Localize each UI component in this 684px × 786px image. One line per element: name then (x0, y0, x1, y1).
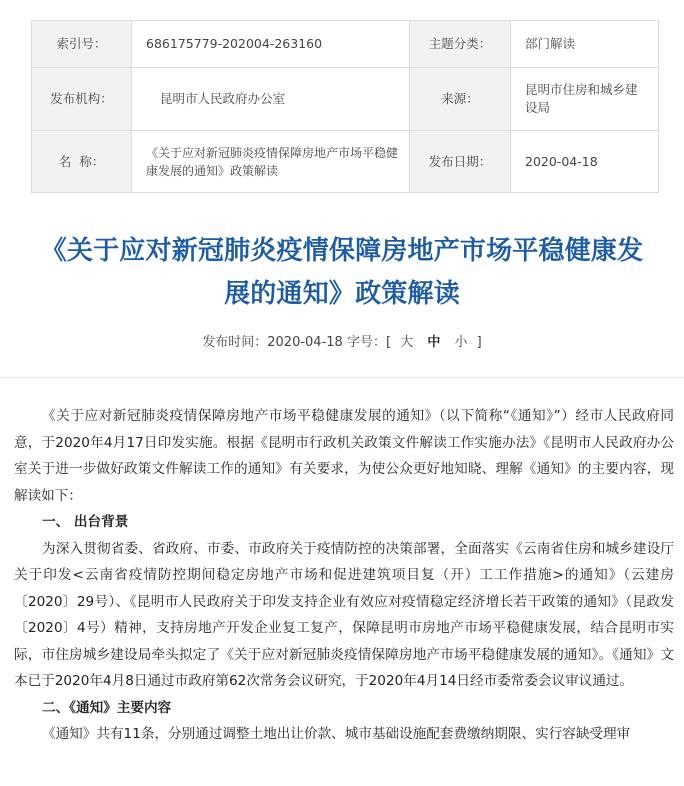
article-title: 《关于应对新冠肺炎疫情保障房地产市场平稳健康发展的通知》政策解读 (40, 236, 644, 309)
font-size-medium-button[interactable]: 中 (427, 335, 441, 350)
meta-row-publisher (32, 68, 659, 131)
name-value: 《关于应对新冠肺炎疫情保障房地产市场平稳健康发展的通知》政策解读 (132, 131, 410, 193)
pub-time-value: 2020-04-18 (267, 335, 343, 350)
category-value: 部门解读 (511, 21, 659, 68)
source-value: 昆明市住房和城乡建设局 (511, 68, 659, 131)
date-label: 发布日期： (410, 131, 511, 193)
body-paragraph: 为深入贯彻省委、省政府、市委、市政府关于疫情防控的决策部署，全面落实《云南省住房和城乡建设厅关于印发<云南省疫情防控期间稳定房地产市场和促进建筑项目复（开）工工作措施>的通知》（云建房〔2020〕29号）、《昆明市人民政府关于印发支持企业有效应对疫情稳定经济增长若干政策的通知》（昆政发〔2020〕4号）精神，支持房地产开发企业复工复产，保障昆明市房地产市场平稳健康发展，结合昆明市实际，市住房城乡建设局牵头拟定了《关于应对新冠肺炎疫情保障房地产市场平稳健康发展的通知》。《通知》文本已于2020年4月8日通过市政府第62次常务会议研究，于2020年4月14日经市委常委会议审议通过。 (14, 540, 674, 689)
pub-time-label: 发布时间： (202, 335, 268, 350)
index-value: 686175779-202004-263160 (132, 21, 410, 68)
publisher-label: 发布机构： (32, 68, 132, 131)
font-size-small-button[interactable]: 小 (454, 335, 468, 350)
meta-row-name (32, 131, 659, 193)
date-value: 2020-04-18 (511, 131, 659, 193)
publish-info-line (0, 331, 684, 350)
index-label: 索引号： (32, 21, 132, 68)
name-label: 名 称： (32, 131, 132, 193)
publisher-value: 昆明市人民政府办公室 (132, 68, 410, 131)
meta-row-index (32, 21, 659, 68)
document-meta-table (31, 20, 659, 193)
font-size-close: ] (476, 335, 482, 350)
article-body (14, 403, 674, 748)
body-paragraph: 《关于应对新冠肺炎疫情保障房地产市场平稳健康发展的通知》（以下简称“《通知》”）经市人民政府同意，于2020年4月17日印发实施。根据《昆明市行政机关政策文件解读工作实施办法》《昆明市人民政府办公室关于进一步做好政策文件解读工作的通知》有关要求，为使公众更好地知晓、理解《通知》的主要内容，现解读如下： (14, 408, 674, 504)
source-label: 来源： (410, 68, 511, 131)
section-heading: 一、 出台背景 (42, 514, 129, 530)
font-size-label: 字号：[ (346, 335, 392, 350)
section-heading: 二、《通知》主要内容 (42, 699, 172, 716)
font-size-large-button[interactable]: 大 (400, 335, 414, 350)
body-paragraph: 《通知》共有11条，分别通过调整土地出让价款、城市基础设施配套费缴纳期限、实行容缺受理审 (42, 726, 631, 742)
category-label: 主题分类： (410, 21, 511, 68)
divider (0, 377, 684, 378)
